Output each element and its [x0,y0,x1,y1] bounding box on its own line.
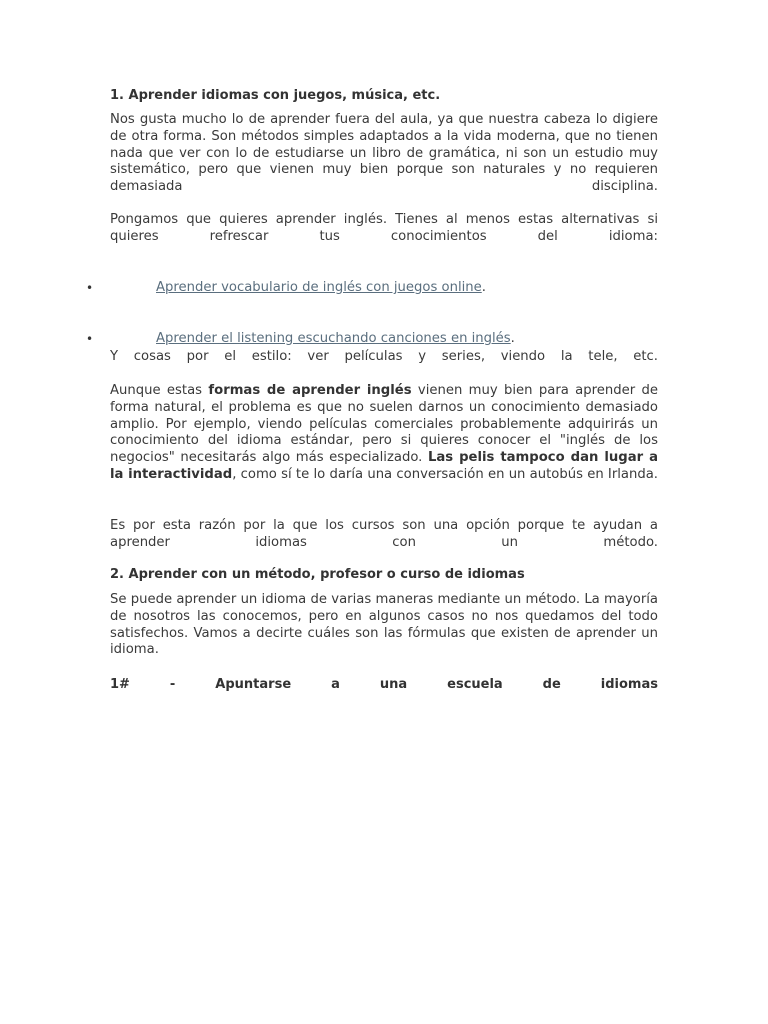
heading-2: 2. Aprender con un método, profesor o curso de idiomas [110,567,525,582]
link-vocabulario-juegos[interactable]: Aprender vocabulario de inglés con juegos online [156,280,482,295]
section-3 [110,676,658,693]
bullet-marker-1: • [86,281,94,295]
section-1 [110,87,658,104]
paragraph-4-text-1: Aunque estas [110,383,209,398]
paragraph-1-block [110,112,658,196]
bullet-marker-2: • [86,332,94,346]
link-listening-canciones[interactable]: Aprender el listening escuchando canciones en inglés [156,331,511,346]
paragraph-2-block [110,212,658,246]
paragraph-3-block [110,349,658,366]
heading-3: 1# - Apuntarse a una escuela de idiomas [110,677,658,692]
paragraph-5: Es por esta razón por la que los cursos son una opción porque te ayudan a aprender idiomas con un método. [110,518,658,550]
bullet-item-2-period: . [510,331,515,346]
paragraph-3: Y cosas por el estilo: ver películas y series, viendo la tele, etc. [110,349,658,364]
paragraph-4 [110,383,658,484]
bullet-item-1-period: . [481,280,486,295]
paragraph-4-bold-1: formas de aprender inglés [208,383,412,398]
bullet-item-2 [156,330,515,347]
paragraph-6: Se puede aprender un idioma de varias maneras mediante un método. La mayoría de nosotros las conocemos, pero en algunos casos no nos quedamos del todo satisfechos. Vamos a decirte cuáles son las fórmulas que existen de aprender un idioma. [110,592,658,658]
paragraph-4-block [110,383,658,484]
paragraph-4-text-2: vienen muy bien para aprender de forma natural, el problema es que no suelen darnos un conocimiento demasiado amplio. Por ejemplo, viendo películas comerciales probablemente adquirirás un conocimiento del idioma estándar, pero si quieres conocer el "inglés de los negocios" necesitarás algo más especializado. [110,383,658,466]
paragraph-6-block [110,592,658,659]
section-2 [110,566,658,583]
paragraph-4-bold-2: Las pelis tampoco dan lugar a la interactividad [110,450,658,482]
paragraph-1: Nos gusta mucho lo de aprender fuera del aula, ya que nuestra cabeza lo digiere de otra forma. Son métodos simples adaptados a la vida moderna, que no tienen nada que ver con lo de estudiarse un libro de gramática, ni son un estudio muy sistemático, pero que vienen muy bien porque son naturales y no requieren demasiada disciplina. [110,112,658,195]
paragraph-5-block [110,518,658,552]
bullet-item-1 [156,279,486,296]
paragraph-4-text-3: , como sí te lo daría una conversación en un autobús en Irlanda. [232,466,658,482]
heading-1: 1. Aprender idiomas con juegos, música, etc. [110,88,441,103]
paragraph-2: Pongamos que quieres aprender inglés. Tienes al menos estas alternativas si quieres refrescar tus conocimientos del idioma: [110,212,658,244]
